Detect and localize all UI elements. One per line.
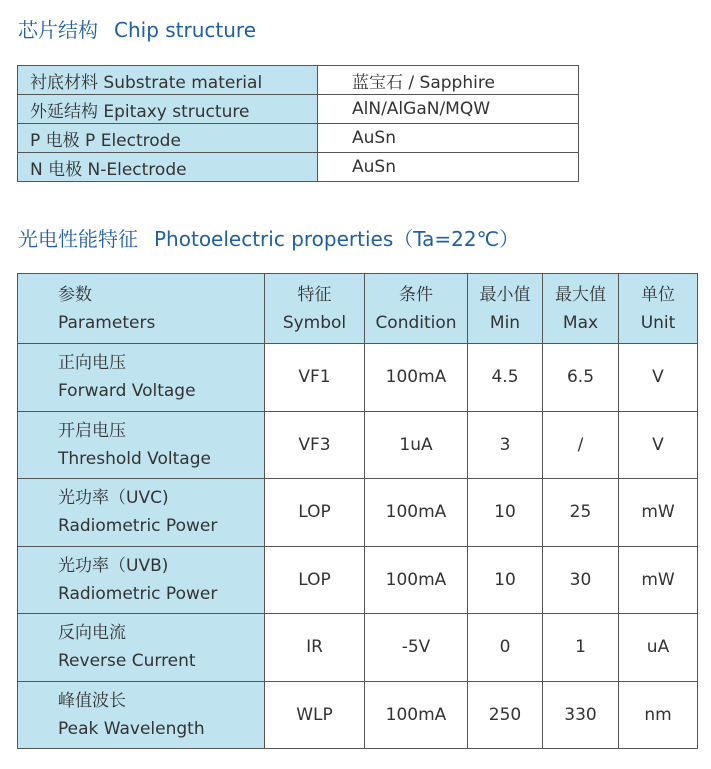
table-row [18, 153, 579, 182]
condition-cell: 100mA [365, 681, 468, 749]
parameter-name-en: Radiometric Power [58, 516, 218, 537]
table-row [18, 95, 579, 124]
parameter-cell [18, 479, 265, 547]
parameter-name-cn: 正向电压 [58, 353, 126, 374]
min-cell: 10 [468, 479, 543, 547]
table-row [18, 344, 698, 412]
min-cell: 10 [468, 546, 543, 614]
header-en: Symbol [282, 312, 347, 333]
structure-value: AuSn [318, 153, 579, 182]
parameter-name-cn: 峰值波长 [58, 690, 126, 711]
table-row [18, 66, 579, 95]
chip-structure-title-en: Chip structure [114, 18, 257, 42]
header-en: Parameters [58, 312, 156, 333]
chip-structure-table [17, 65, 579, 182]
structure-label: P 电极 P Electrode [18, 124, 318, 153]
parameter-cell [18, 681, 265, 749]
parameter-name-cn: 反向电流 [58, 623, 126, 644]
symbol-cell: VF3 [265, 411, 365, 479]
chip-structure-title-cn: 芯片结构 [18, 18, 98, 42]
header-en: Min [489, 312, 521, 333]
unit-cell: nm [619, 681, 698, 749]
structure-value: AlN/AlGaN/MQW [318, 95, 579, 124]
condition-cell: 1uA [365, 411, 468, 479]
structure-value: AuSn [318, 124, 579, 153]
max-cell: 30 [543, 546, 619, 614]
unit-cell: mW [619, 546, 698, 614]
max-cell: 6.5 [543, 344, 619, 412]
symbol-cell: LOP [265, 546, 365, 614]
structure-label: 外延结构 Epitaxy structure [18, 95, 318, 124]
table-row [18, 681, 698, 749]
photoelectric-title-en: Photoelectric properties（Ta=22℃） [154, 227, 520, 251]
photoelectric-table [17, 273, 698, 749]
max-cell: 25 [543, 479, 619, 547]
header-cn: 最大值 [555, 284, 606, 305]
table-row [18, 614, 698, 682]
header-symbol [265, 274, 365, 344]
parameter-name-en: Radiometric Power [58, 583, 218, 604]
header-en: Condition [375, 312, 457, 333]
table-header-row [18, 274, 698, 344]
parameter-name-en: Forward Voltage [58, 381, 196, 402]
unit-cell: mW [619, 479, 698, 547]
parameter-name-cn: 光功率（UVB) [58, 555, 169, 576]
condition-cell: -5V [365, 614, 468, 682]
parameter-name-cn: 开启电压 [58, 420, 126, 441]
parameter-cell [18, 614, 265, 682]
parameter-cell [18, 411, 265, 479]
parameter-cell [18, 344, 265, 412]
condition-cell: 100mA [365, 479, 468, 547]
photoelectric-title-cn: 光电性能特征 [18, 227, 138, 251]
header-cn: 单位 [641, 284, 675, 305]
header-en: Unit [640, 312, 676, 333]
structure-label: N 电极 N-Electrode [18, 153, 318, 182]
structure-label: 衬底材料 Substrate material [18, 66, 318, 95]
header-condition [365, 274, 468, 344]
table-row [18, 124, 579, 153]
header-parameters [18, 274, 265, 344]
condition-cell: 100mA [365, 344, 468, 412]
symbol-cell: VF1 [265, 344, 365, 412]
header-unit [619, 274, 698, 344]
min-cell: 250 [468, 681, 543, 749]
max-cell: 1 [543, 614, 619, 682]
header-max [543, 274, 619, 344]
min-cell: 0 [468, 614, 543, 682]
condition-cell: 100mA [365, 546, 468, 614]
unit-cell: V [619, 344, 698, 412]
header-cn: 特征 [297, 284, 332, 305]
symbol-cell: LOP [265, 479, 365, 547]
parameter-name-en: Threshold Voltage [58, 448, 211, 469]
photoelectric-heading [18, 223, 519, 252]
header-min [468, 274, 543, 344]
parameter-name-en: Peak Wavelength [58, 718, 205, 739]
parameter-cell [18, 546, 265, 614]
structure-value: 蓝宝石 / Sapphire [318, 66, 579, 95]
table-row [18, 546, 698, 614]
header-en: Max [562, 312, 599, 333]
symbol-cell: IR [265, 614, 365, 682]
table-row [18, 411, 698, 479]
unit-cell: uA [619, 614, 698, 682]
chip-structure-heading [18, 14, 256, 43]
header-cn: 最小值 [479, 284, 531, 305]
max-cell: / [543, 411, 619, 479]
header-cn: 条件 [399, 284, 433, 305]
parameter-name-en: Reverse Current [58, 651, 196, 672]
parameter-name-cn: 光功率（UVC) [58, 488, 169, 509]
min-cell: 4.5 [468, 344, 543, 412]
unit-cell: V [619, 411, 698, 479]
max-cell: 330 [543, 681, 619, 749]
min-cell: 3 [468, 411, 543, 479]
symbol-cell: WLP [265, 681, 365, 749]
header-cn: 参数 [58, 284, 92, 305]
table-row [18, 479, 698, 547]
